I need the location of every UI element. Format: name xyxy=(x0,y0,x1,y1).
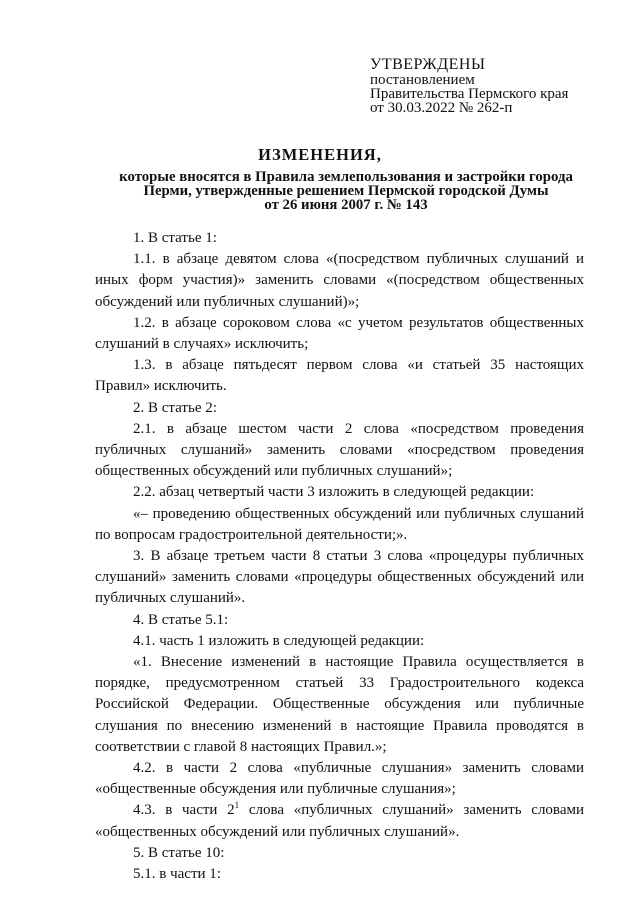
paragraph: 2.1. в абзаце шестом части 2 слова «посредством проведения публичных слушаний» заменить словами «посредством проведения общественных обсуждений или публичных слушаний»; xyxy=(95,420,584,480)
paragraph: 4. В статье 5.1: xyxy=(133,611,229,628)
paragraph: 3. В абзаце третьем части 8 статьи 3 слова «процедуры публичных слушаний» заменить словами «процедуры общественных обсуждений или публичных слушаний». xyxy=(95,548,584,607)
paragraph: 2. В статье 2: xyxy=(133,399,217,416)
paragraph: 5. В статье 10: xyxy=(133,844,225,861)
paragraph xyxy=(95,800,584,842)
approval-title: УТВЕРЖДЕНЫ xyxy=(370,56,486,73)
approval-line: Правительства Пермского края xyxy=(370,86,569,102)
paragraph: 1. В статье 1: xyxy=(133,230,217,246)
paragraph: «– проведению общественных обсуждений или публичных слушаний по вопросам градостроительной деятельности;». xyxy=(95,505,584,543)
subtitle-line: от 26 июня 2007 г. № 143 xyxy=(264,197,428,213)
paragraph: 1.2. в абзаце сороковом слова «с учетом результатов общественных слушаний в случаях» исключить; xyxy=(95,314,584,353)
document-body xyxy=(95,228,584,885)
subtitle-line: которые вносятся в Правила землепользования и застройки города xyxy=(119,169,573,185)
paragraph-text: слова «публичных слушаний» заменить словами «общественных обсуждений или публичных слушаний». xyxy=(95,802,584,840)
subtitle-line: Перми, утвержденные решением Пермской городской Думы xyxy=(143,183,549,199)
paragraph: 5.1. в части 1: xyxy=(133,866,221,883)
paragraph: 2.2. абзац четвертый части 3 изложить в следующей редакции: xyxy=(133,484,535,501)
approval-line: постановлением xyxy=(370,72,475,88)
approval-stamp xyxy=(370,56,568,115)
document-title: ИЗМЕНЕНИЯ, xyxy=(258,145,382,164)
paragraph: 1.1. в абзаце девятом слова «(посредством публичных слушаний и иных форм участия)» заменить словами «(посредством общественных обсуждений или публичных слушаний)»; xyxy=(95,251,584,310)
paragraph: 4.2. в части 2 слова «публичные слушания» заменить словами «общественные обсуждения или публичные слушания»; xyxy=(95,760,584,798)
paragraph: 4.1. часть 1 изложить в следующей редакции: xyxy=(133,632,425,649)
paragraph-text: 4.3. в части 2 xyxy=(133,802,235,819)
superscript: 1 xyxy=(234,800,240,811)
paragraph: «1. Внесение изменений в настоящие Правила осуществляется в порядке, предусмотренном статьей 33 Градостроительного кодекса Российской Федерации. Общественные обсуждения или публичные слушания по внесению изменений в настоящие Правила проводятся в соответствии с главой 8 настоящих Правил.»; xyxy=(95,654,584,755)
paragraph: 1.3. в абзаце пятьдесят первом слова «и статьей 35 настоящих Правил» исключить. xyxy=(95,357,584,395)
approval-line: от 30.03.2022 № 262-п xyxy=(370,100,513,116)
document-subtitle xyxy=(108,170,584,212)
